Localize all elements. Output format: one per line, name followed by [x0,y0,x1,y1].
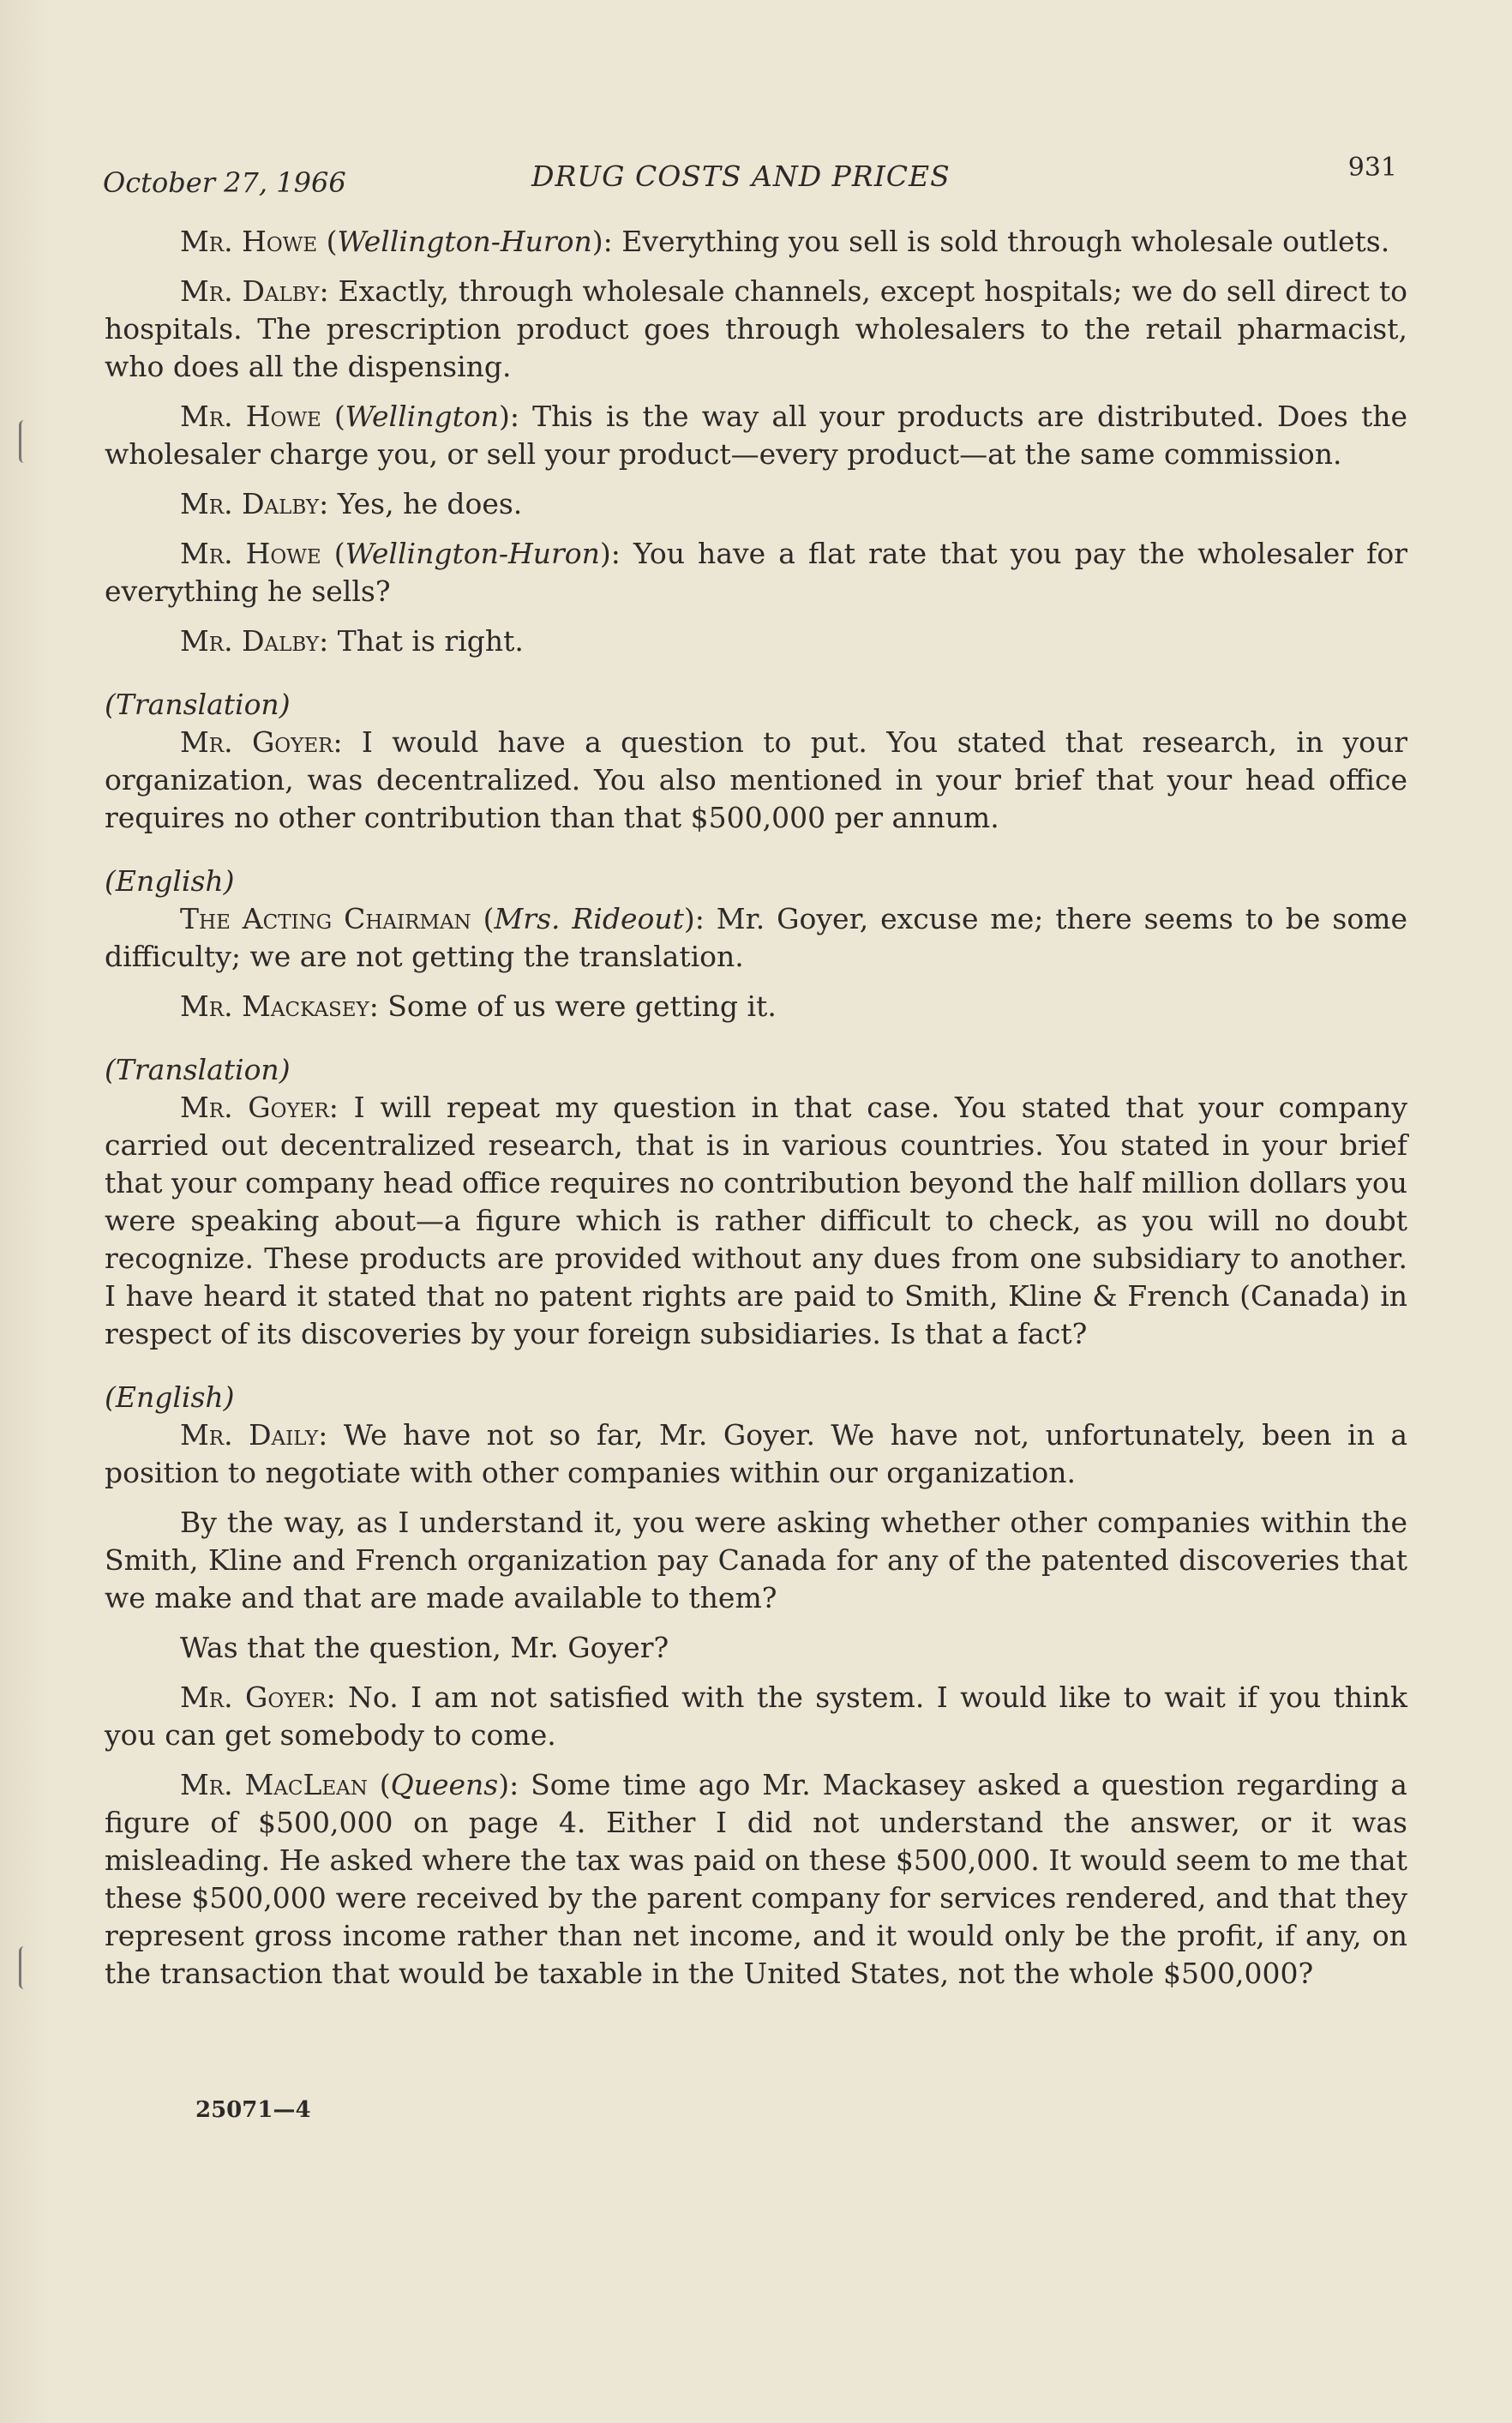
page-number: 931 [1347,153,1397,183]
speaker-name: Mr. Howe [180,400,321,433]
paragraph-text: : That is right. [319,624,524,658]
paragraph-text: Was that the question, Mr. Goyer? [180,1631,669,1664]
speaker-riding: Wellington-Huron [345,537,600,570]
paragraph-text: : Some time ago Mr. Mackasey asked a question regarding a figure of $500,000 on page 4. Either I did not understand the answer, or it was misleading. He asked where the tax was paid on these $500,000. It would seem to me that these $500,000 were received by the parent company for services rendered, and that they represent gross income rather than net income, and it would only be the profit, if any, on the transaction that would be taxable in the United States, not the whole $500,000? [105,1768,1407,1990]
binding-mark [19,1946,30,1989]
running-header [103,153,1397,204]
transcript-paragraph: Mr. Howe (Wellington): This is the way all your products are distributed. Does the wholesaler charge you, or sell your product—every product—at the same commission. [105,400,1407,471]
speaker-name: Mr. Goyer [180,725,333,759]
speaker-name: Mr. Howe [180,537,321,570]
paragraph-text: : Exactly, through wholesale channels, except hospitals; we do sell direct to hospitals. The prescription product goes through wholesalers to the retail pharmacist, who does all the dispensing. [105,274,1408,383]
speaker-name: Mr. MacLean [180,1768,368,1801]
page-gutter-shadow [0,0,51,2423]
speaker-riding: Wellington [345,400,499,433]
paragraph-text: : I would have a question to put. You stated that research, in your organization, was decentralized. You also mentioned in your brief that your head office requires no other contribution than that $500,000 per annum. [105,725,1407,834]
transcript-paragraph [105,1679,1407,1754]
speaker-riding: Wellington-Huron [337,225,592,258]
speaker-name: Mr. Goyer [180,1091,329,1124]
speaker-name: Mr. Mackasey [180,989,369,1023]
transcript-body [105,223,1407,2005]
paragraph-text: By the way, as I understand it, you were asking whether other companies within the Smith, Kline and French organization pay Canada for any of the patented discoveries that we make and that are made available to them? [105,1506,1407,1614]
transcript-paragraph: The Acting Chairman (Mrs. Rideout): Mr. Goyer, excuse me; there seems to be some difficulty; we are not getting the translation. [105,902,1408,973]
section-language-label: (Translation) [105,1053,291,1086]
header-title: DRUG COSTS AND PRICES [531,159,951,193]
section-language-label: (English) [105,864,235,898]
transcript-paragraph: Mr. Howe (Wellington-Huron): Everything you sell is sold through wholesale outlets. [180,225,1390,258]
section-language-label: (Translation) [105,688,291,721]
transcript-paragraph [105,988,1407,1025]
paragraph-text: : I will repeat my question in that case. You stated that your company carried out decentralized research, that is in various countries. You stated in your brief that your company head office requires no contribution beyond the half million dollars you were speaking about—a figure which is rather difficult to check, as you will no doubt recognize. These products are provided without any dues from one subsidiary to another. I have heard it stated that no patent rights are paid to Smith, Kline & French (Canada) in respect of its discoveries by your foreign subsidiaries. Is that a fact? [105,1091,1407,1350]
header-date: October 27, 1966 [103,166,346,199]
speaker-name: Mr. Dalby [180,487,320,520]
footer-code: 25071—4 [195,2097,311,2123]
speaker-name: Mr. Howe [180,225,318,258]
transcript-paragraph: Mr. MacLean (Queens): Some time ago Mr. Mackasey asked a question regarding a figure of $500,000 on page 4. Either I did not understand the answer, or it was misleading. He asked where the tax was paid on these $500,000. It would seem to me that these $500,000 were received by the parent company for services rendered, and that they represent gross income rather than net income, and it would only be the profit, if any, on the transaction that would be taxable in the United States, not the whole $500,000? [105,1768,1407,1990]
paragraph-text: : Some of us were getting it. [369,989,777,1023]
speaker-name: Mr. Goyer [180,1680,327,1714]
transcript-paragraph [105,1629,1407,1667]
transcript-paragraph [105,485,1407,523]
paragraph-text: : Everything you sell is sold through wholesale outlets. [603,225,1390,258]
section-language-label: (English) [105,1380,235,1414]
speaker-riding: Mrs. Rideout [494,902,684,935]
paragraph-text: : Yes, he does. [319,487,523,520]
binding-mark [19,420,30,463]
transcript-paragraph [105,273,1407,386]
paragraph-text: : We have not so far, Mr. Goyer. We have not, unfortunately, been in a position to negotiate with other companies within our organization. [105,1418,1408,1489]
speaker-riding: Queens [390,1768,499,1801]
transcript-paragraph [105,1089,1407,1353]
paragraph-text: : No. I am not satisfied with the system. I would like to wait if you think you can get somebody to come. [105,1680,1407,1752]
speaker-name: Mr. Dalby [180,624,320,658]
speaker-name: Mr. Daily [180,1418,319,1452]
speaker-name: The Acting Chairman [180,902,471,935]
transcript-paragraph: Mr. Howe (Wellington-Huron): You have a flat rate that you pay the wholesaler for everything he sells? [105,537,1407,608]
speaker-name: Mr. Dalby [180,274,320,308]
transcript-paragraph [105,622,1407,660]
paragraph-text: : This is the way all your products are distributed. Does the wholesaler charge you, or sell your product—every product—at the same commission. [105,400,1407,471]
transcript-paragraph [105,724,1407,837]
transcript-paragraph [105,1416,1407,1492]
transcript-paragraph [105,1504,1407,1617]
paragraph-text: : You have a flat rate that you pay the wholesaler for everything he sells? [105,537,1407,608]
paragraph-text: : Mr. Goyer, excuse me; there seems to be some difficulty; we are not getting the translation. [105,902,1408,973]
